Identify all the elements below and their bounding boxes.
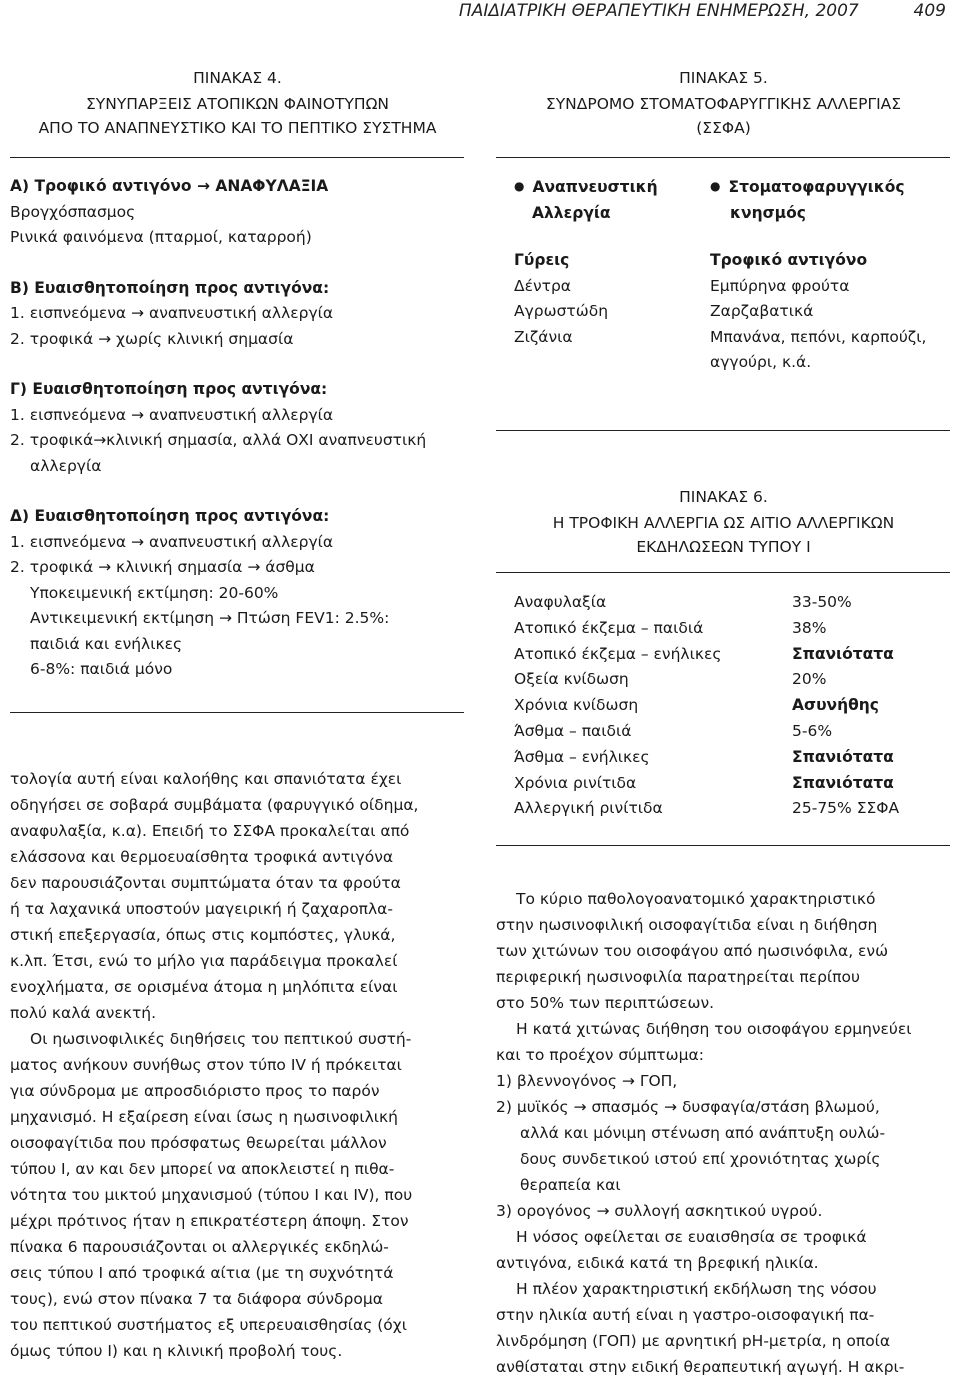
text-line: Η νόσος οφείλεται σε ευαισθησία σε τροφικά bbox=[516, 1228, 867, 1246]
section-a-heading: Α) Τροφικό αντιγόνο → ΑΝΑΦΥΛΑΞΙΑ bbox=[10, 177, 329, 195]
oral-itching-heading-2: κνησμός bbox=[730, 203, 806, 222]
table-5 bbox=[496, 66, 951, 140]
list-item-2: 2) μυϊκός → σπασμός → δυσφαγία/στάση βλωμού, bbox=[496, 1098, 880, 1116]
table-row bbox=[514, 719, 899, 745]
pollen-items bbox=[514, 274, 694, 351]
frequency-cell: 33-50% bbox=[792, 593, 852, 611]
text-line: των χιτώνων του οισοφάγου από ηωσινόφιλα, ενώ bbox=[496, 942, 889, 960]
text-line: ανθίσταται στην ειδική θεραπευτική αγωγή. Η ακρι- bbox=[496, 1358, 905, 1376]
condition-cell: Αναφυλαξία bbox=[514, 593, 607, 611]
section-c-item-1: 1. εισπνεόμενα → αναπνευστική αλλεργία bbox=[10, 405, 334, 424]
section-a-item-1: Βρογχόσπασμος bbox=[10, 202, 136, 221]
table-row bbox=[514, 771, 899, 797]
table-5-left-column bbox=[514, 174, 694, 350]
table-4-bottom-rule bbox=[10, 712, 464, 713]
food-antigen-item: αγγούρι, κ.ά. bbox=[710, 353, 812, 371]
pollens-heading: Γύρεις bbox=[514, 251, 570, 269]
text-line: αναφυλαξία, κ.α). Επειδή το ΣΣΦΑ προκαλείται από bbox=[10, 822, 410, 840]
table-4-subtitle-2: ΑΠΟ ΤΟ ΑΝΑΠΝΕΥΣΤΙΚΟ ΚΑΙ ΤΟ ΠΕΠΤΙΚΟ ΣΥΣΤΗΜΑ bbox=[38, 118, 437, 137]
table-5-subtitle-1: ΣΥΝΔΡΟΜΟ ΣΤΟΜΑΤΟΦΑΡΥΓΓΙΚΗΣ ΑΛΛΕΡΓΙΑΣ bbox=[545, 94, 902, 113]
food-antigen-item: Ζαρζαβατικά bbox=[710, 302, 814, 320]
pollen-item: Ζιζάνια bbox=[514, 327, 573, 346]
text-line: για σύνδρομα με απροσδιόριστο προς το παρόν bbox=[10, 1082, 380, 1100]
section-d-item-1: 1. εισπνεόμενα → αναπνευστική αλλεργία bbox=[10, 532, 334, 551]
table-row bbox=[514, 693, 899, 719]
condition-cell: Αλλεργική ρινίτιδα bbox=[514, 799, 663, 818]
text-line: ελάσσονα και θερμοευαίσθητα τροφικά αντιγόνα bbox=[10, 848, 394, 866]
frequency-cell: Ασυνήθης bbox=[792, 696, 879, 715]
condition-cell: Ατοπικό έκζεμα – ενήλικες bbox=[514, 644, 722, 663]
table-4-top-rule bbox=[10, 157, 464, 158]
text-line: μηχανισμό. Η εξαίρεση είναι ίσως η ηωσινοφιλική bbox=[10, 1108, 398, 1126]
respiratory-allergy-heading-2: Αλλεργία bbox=[532, 203, 611, 222]
table-6-body bbox=[514, 590, 899, 822]
section-d-item-4: Αντικειμενική εκτίμηση → Πτώση FEV1: 2.5%: bbox=[30, 609, 390, 627]
text-line: Οι ηωσινοφιλικές διηθήσεις του πεπτικού συστή- bbox=[30, 1030, 412, 1048]
table-4-body bbox=[10, 174, 465, 683]
text-line: κ.λπ. Έτσι, ενώ το μήλο για παράδειγμα προκαλεί bbox=[10, 952, 398, 970]
text-line: μέχρι πρότινος ήταν η επικρατέστερη άποψη. Στον bbox=[10, 1212, 409, 1230]
text-line: τύπου Ι, αν και δεν μπορεί να αποκλειστεί η πιθα- bbox=[10, 1160, 395, 1178]
food-antigen-items bbox=[710, 274, 955, 376]
text-line: Το κύριο παθολογοανατομικό χαρακτηριστικό bbox=[516, 890, 876, 908]
table-5-subtitle-2: (ΣΣΦΑ) bbox=[696, 118, 751, 137]
text-line: στην ηλικία αυτή είναι η γαστρο-οισοφαγική πα- bbox=[496, 1306, 875, 1324]
text-line: ματος ανήκουν συνήθως στον τύπο IV ή πρόκειται bbox=[10, 1056, 402, 1074]
text-line: στο 50% των περιπτώσεων. bbox=[496, 994, 715, 1012]
table-6-subtitle-2: ΕΚΔΗΛΩΣΕΩΝ ΤΥΠΟΥ Ι bbox=[636, 537, 811, 556]
table-row bbox=[514, 745, 899, 771]
food-antigen-item: Μπανάνα, πεπόνι, καρπούζι, bbox=[710, 327, 927, 346]
text-line: του πεπτικού συστήματος εξ υπερευαισθησίας (όχι bbox=[10, 1316, 407, 1334]
list-item-3: 3) ορογόνος → συλλογή ασκητικού υγρού. bbox=[496, 1202, 823, 1220]
list-item-2: δους συνδετικού ιστού επί χρονιότητας χωρίς bbox=[520, 1150, 881, 1168]
text-line: ενοχλήματα, σε ορισμένα άτομα η μηλόπιτα είναι bbox=[10, 978, 398, 996]
text-line: στην ηωσινοφιλική οισοφαγίτιδα είναι η διήθηση bbox=[496, 916, 878, 934]
text-line: πίνακα 6 παρουσιάζονται οι αλλεργικές εκδηλώ- bbox=[10, 1238, 389, 1256]
text-line: περιφερική ηωσινοφιλία παρατηρείται περίπου bbox=[496, 968, 860, 986]
condition-cell: Άσθμα – ενήλικες bbox=[514, 747, 650, 766]
frequency-cell: 38% bbox=[792, 618, 827, 637]
text-line: ή τα λαχανικά υποστούν μαγειρική ή ζαχαροπλα- bbox=[10, 900, 393, 918]
table-5-top-rule bbox=[496, 157, 950, 158]
section-d-heading: Δ) Ευαισθητοποίηση προς αντιγόνα: bbox=[10, 507, 330, 525]
section-c-item-2-cont: αλλεργία bbox=[30, 456, 102, 475]
text-line: όμως τύπου Ι) και η κλινική προβολή τους. bbox=[10, 1342, 343, 1360]
food-allergy-table bbox=[514, 590, 899, 822]
section-d-item-6: 6-8%: παιδιά μόνο bbox=[30, 660, 173, 678]
condition-cell: Άσθμα – παιδιά bbox=[514, 721, 632, 740]
text-line: λινδρόμηση (ΓΟΠ) με αρνητική pH-μετρία, η οποία bbox=[496, 1332, 891, 1350]
table-6 bbox=[496, 485, 951, 559]
table-row bbox=[514, 667, 899, 693]
page-number: 409 bbox=[913, 1, 946, 21]
running-header bbox=[459, 0, 946, 22]
table-6-title: ΠΙΝΑΚΑΣ 6. bbox=[679, 488, 768, 506]
journal-title: ΠΑΙΔΙΑΤΡΙΚΗ ΘΕΡΑΠΕΥΤΙΚΗ ΕΝΗΜΕΡΩΣΗ, 2007 bbox=[458, 1, 859, 21]
text-line: Η κατά χιτώνας διήθηση του οισοφάγου ερμηνεύει bbox=[516, 1020, 912, 1038]
condition-cell: Χρόνια κνίδωση bbox=[514, 696, 639, 715]
condition-cell: Οξεία κνίδωση bbox=[514, 670, 629, 689]
text-line: Η πλέον χαρακτηριστική εκδήλωση της νόσου bbox=[516, 1280, 877, 1298]
text-line: αντιγόνα, ειδικά κατά τη βρεφική ηλικία. bbox=[496, 1254, 819, 1272]
table-row bbox=[514, 616, 899, 642]
frequency-cell: Σπανιότατα bbox=[792, 644, 894, 663]
table-5-right-column bbox=[710, 174, 955, 376]
list-item-2: θεραπεία και bbox=[520, 1176, 621, 1194]
frequency-cell: 25-75% ΣΣΦΑ bbox=[792, 799, 900, 818]
text-line: δεν παρουσιάζονται συμπτώματα όταν τα φρούτα bbox=[10, 874, 401, 892]
section-c-heading: Γ) Ευαισθητοποίηση προς αντιγόνα: bbox=[10, 380, 328, 398]
table-row bbox=[514, 796, 899, 822]
text-line: τους), ενώ στον πίνακα 7 τα διάφορα σύνδρομα bbox=[10, 1290, 383, 1308]
pollen-item: Αγρωστώδη bbox=[514, 302, 609, 320]
text-line: οδηγήσει σε σοβαρά συμβάματα (φαρυγγικό οίδημα, bbox=[10, 796, 419, 814]
left-body-text bbox=[10, 766, 465, 1364]
text-line: σεις τύπου Ι από τροφικά αίτια (με τη συχνότητά bbox=[10, 1264, 394, 1282]
frequency-cell: Σπανιότατα bbox=[792, 747, 894, 766]
table-6-top-rule bbox=[496, 572, 950, 573]
frequency-cell: Σπανιότατα bbox=[792, 773, 894, 792]
section-b-item-1: 1. εισπνεόμενα → αναπνευστική αλλεργία bbox=[10, 304, 334, 322]
section-b-heading: Β) Ευαισθητοποίηση προς αντιγόνα: bbox=[10, 278, 330, 297]
table-4-subtitle-1: ΣΥΝΥΠΑΡΞΕΙΣ ΑΤΟΠΙΚΩΝ ΦΑΙΝΟΤΥΠΩΝ bbox=[85, 94, 390, 113]
condition-cell: Χρόνια ρινίτιδα bbox=[514, 773, 637, 792]
pollen-item: Δέντρα bbox=[514, 276, 572, 295]
list-item-1: 1) βλεννογόνος → ΓΟΠ, bbox=[496, 1072, 678, 1090]
frequency-cell: 5-6% bbox=[792, 721, 833, 740]
text-line: τολογία αυτή είναι καλοήθης και σπανιότατα έχει bbox=[10, 770, 402, 788]
table-4-title: ΠΙΝΑΚΑΣ 4. bbox=[193, 69, 282, 87]
text-line: νότητα του μικτού μηχανισμού (τύπου Ι και IV), που bbox=[10, 1186, 413, 1204]
text-line: πολύ καλά ανεκτή. bbox=[10, 1004, 157, 1022]
right-body-text bbox=[496, 886, 954, 1380]
table-6-bottom-rule bbox=[496, 845, 950, 846]
text-line: στική επεξεργασία, όπως στις κομπόστες, γλυκά, bbox=[10, 926, 396, 944]
oral-itching-heading: ● Στοματοφαρυγγικός bbox=[710, 174, 955, 201]
condition-cell: Ατοπικό έκζεμα – παιδιά bbox=[514, 618, 704, 637]
food-antigen-heading: Τροφικό αντιγόνο bbox=[710, 251, 868, 269]
text-line: οισοφαγίτιδα που πρόσφατως θεωρείται μάλλον bbox=[10, 1134, 387, 1152]
table-row bbox=[514, 590, 899, 616]
text-line: και το προέχον σύμπτωμα: bbox=[496, 1046, 704, 1064]
table-5-bottom-rule bbox=[496, 430, 950, 431]
frequency-cell: 20% bbox=[792, 670, 827, 689]
table-row bbox=[514, 642, 899, 668]
section-d-item-5: παιδιά και ενήλικες bbox=[30, 634, 183, 653]
table-6-subtitle-1: Η ΤΡΟΦΙΚΗ ΑΛΛΕΡΓΙΑ ΩΣ ΑΙΤΙΟ ΑΛΛΕΡΓΙΚΩΝ bbox=[552, 513, 895, 532]
section-d-item-2: 2. τροφικά → κλινική σημασία → άσθμα bbox=[10, 558, 315, 576]
table-4 bbox=[10, 66, 465, 140]
section-b-item-2: 2. τροφικά → χωρίς κλινική σημασία bbox=[10, 329, 294, 348]
section-d-item-3: Υποκειμενική εκτίμηση: 20-60% bbox=[30, 583, 279, 602]
section-c-item-2: 2. τροφικά→κλινική σημασία, αλλά ΟΧΙ αναπνευστική bbox=[10, 431, 427, 449]
section-a-item-2: Ρινικά φαινόμενα (πταρμοί, καταρροή) bbox=[10, 228, 312, 246]
list-item-2: αλλά και μόνιμη στένωση από ανάπτυξη ουλώ- bbox=[520, 1124, 886, 1142]
respiratory-allergy-heading: ● Αναπνευστική bbox=[514, 174, 694, 201]
table-5-title: ΠΙΝΑΚΑΣ 5. bbox=[679, 69, 768, 87]
food-antigen-item: Εμπύρηνα φρούτα bbox=[710, 276, 850, 295]
